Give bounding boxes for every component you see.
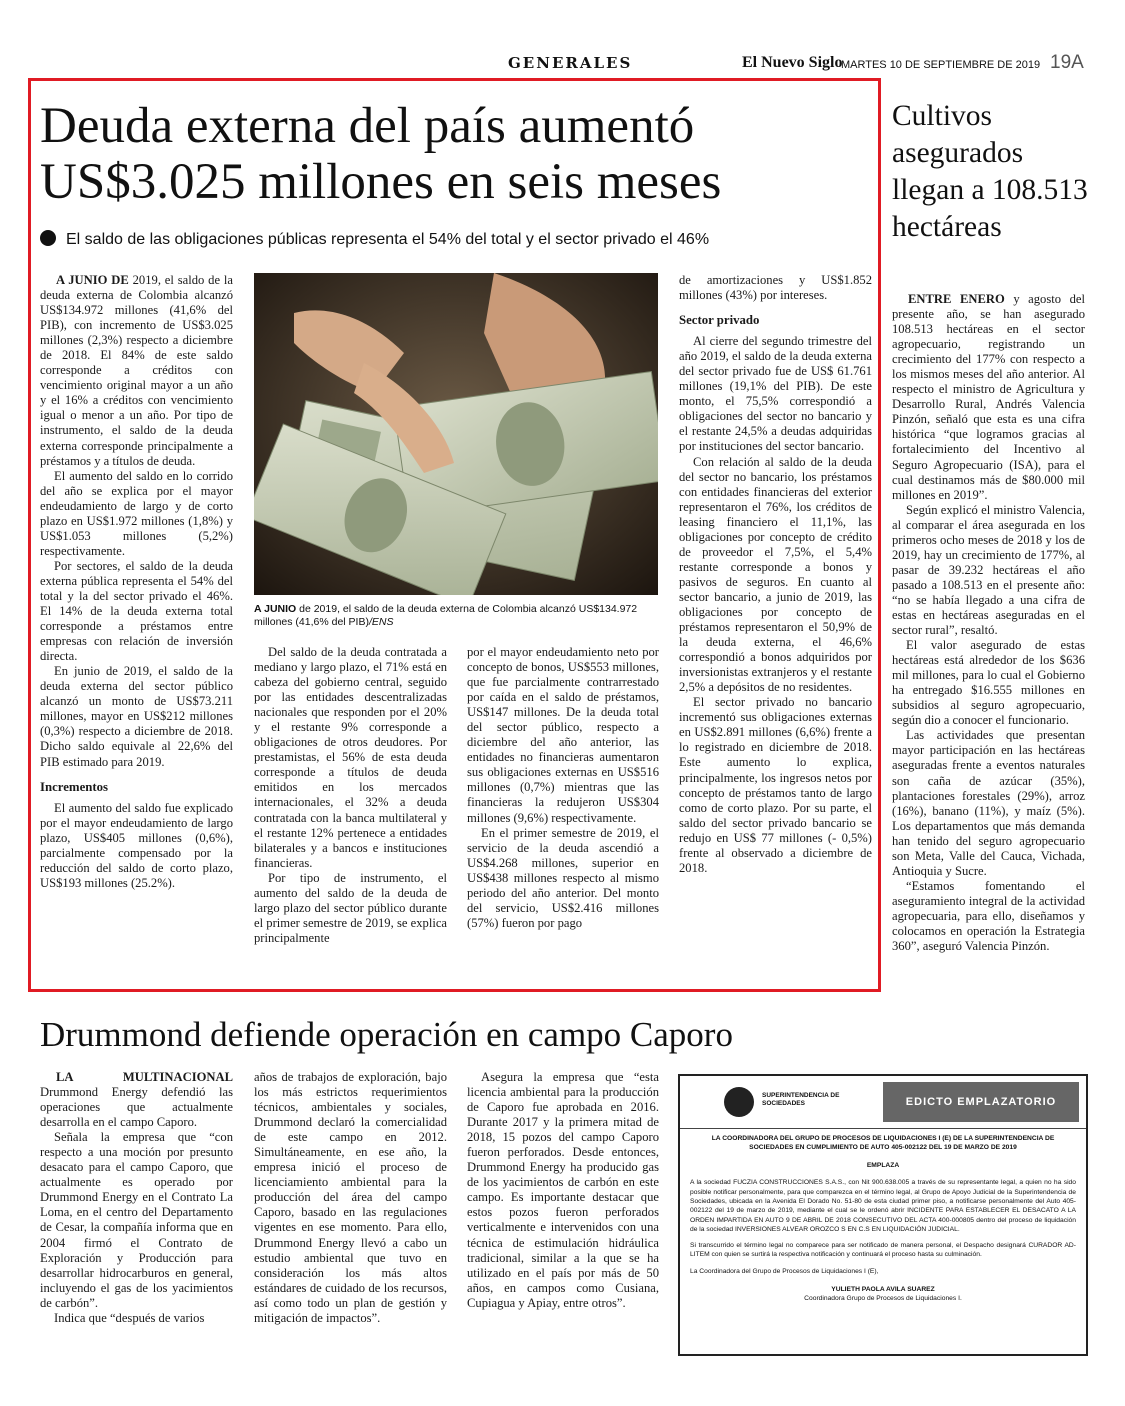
- caption-text: de 2019, el saldo de la deuda externa de Colombia alcanzó US$134.972 millones (41,6% del PIB): [254, 603, 638, 628]
- notice-paragraph: A la sociedad FUCZIA CONSTRUCCIONES S.A.S., con Nit 900.638.005 a través de su representante legal, a quien no ha sido posible notificar personalmente, para que comparezca en el término legal, al Grupo de Apoyo Judicial de la Superintendencia de Sociedades, ubicada en la Avenida El Dorado No. 51-80 de esta ciudad primer piso, a notificarse personalmente del Auto 405-002122 del 19 de marzo de 2019, mediante el cual se le ordenó abrir INCIDENTE PARA ESTABLECER EL DESACATO A LA ORDEN IMPARTIDA EN AUTO 9 DE ABRIL DE 2018 CONSECUTIVO DEL ACTA 400-000805 dentro del proceso de liquidación de la sociedad INVERSIONES ALVEAR OROZCO S EN C.S EN LIQUIDACIÓN JUDICIAL.: [690, 1179, 1076, 1234]
- paragraph: [40, 1070, 233, 1130]
- section-title: GENERALES: [508, 54, 633, 72]
- lead-in: A JUNIO DE: [56, 273, 129, 287]
- paragraph: por el mayor endeudamiento neto por concepto de bonos, US$553 millones, que fue parcialmente contrarrestado por caída en el saldo de préstamos, US$147 millones. De la deuda total del sector público, respecto a diciembre del año anterior, las entidades no financieras aumentaron sus obligaciones externas en US$516 millones (0,7%) mientras que las financieras la redujeron US$304 millones (9,6%) respectivamente.: [467, 645, 659, 825]
- paragraph: [892, 292, 1085, 503]
- paragraph: El valor asegurado de estas hectáreas está alrededor de los $636 mil millones, para lo cual el Gobierno ha entregado $16.555 millones en subsidios al seguro agropecuario, según dio a conocer el funcionario.: [892, 638, 1085, 728]
- hands-counting-dollars-image: [254, 273, 658, 595]
- paragraph: Con relación al saldo de la deuda del sector no bancario, los préstamos con entidades financieras del exterior representaron el 76%, los créditos de leasing financiero el 11,1%, las obligaciones por concepto de crédito de proveedor el 7,5%, el 5,4% restante corresponde a bonos y pasivos de seguros. En cuanto al sector bancario, a junio de 2019, las obligaciones por concepto de préstamos representaron el 50,9% de la deuda externa, el 46,6% correspondió a bonos adquiridos por inversionistas extranjeros y el restante 2,5% a depósitos de no residentes.: [679, 454, 872, 695]
- subheading: Sector privado: [679, 313, 760, 328]
- legal-notice-box: [678, 1074, 1088, 1356]
- photo-caption: [254, 603, 658, 629]
- paragraph: Según explicó el ministro Valencia, al comparar el área asegurada en los primeros ocho meses de 2018 y los de 2019, hay un crecimiento de 177%, al pasar de 39.232 hectáreas el año pasado a 108.513 en el presente año: “no se había llegado a una cifra de estas en hectáreas aseguradas en el sector rural”, resaltó.: [892, 502, 1085, 638]
- paragraph: Por tipo de instrumento, el aumento del saldo de la deuda de largo plazo del sector público durante el primer semestre de 2019, se explica principalmente: [254, 870, 447, 945]
- paragraph: El aumento del saldo fue explicado por el mayor endeudamiento de largo plazo, US$405 millones (0,6%), parcialmente compensado por la reducción del saldo de corto plazo, US$193 millones (25.2%).: [40, 800, 233, 890]
- paragraph: Indica que “después de varios: [54, 1310, 205, 1325]
- paragraph: [40, 273, 233, 469]
- paragraph: El aumento del saldo en lo corrido del año se explica por el mayor endeudamiento de largo y de corto plazo en US$1.972 millones (1,8%) y US$1.053 millones (5,2%) respectivamente.: [40, 468, 233, 558]
- main-column-3: [467, 645, 659, 931]
- subheading: Incrementos: [40, 779, 109, 794]
- paragraph: En junio de 2019, el saldo de la deuda externa del sector público alcanzó un monto de US$73.211 millones, mayor en US$212 millones (0,3%) respecto a diciembre de 2018. Dicho saldo equivale al 22,6% del PIB estimado para 2019.: [40, 664, 233, 769]
- paragraph: Al cierre del segundo trimestre del año 2019, el saldo de la deuda externa del sector privado fue de US$ 61.761 millones (19,1% del PIB). De este monto, el 75,5% correspondió a obligaciones del sector no bancario y el restante 24,5% a deudas adquiridas por instituciones del sector bancario.: [679, 334, 872, 454]
- paragraph: Las actividades que presentan mayor participación en las hectáreas aseguradas frente a eventos naturales son caña de azúcar (35%), plantaciones forestales (29%), arroz (16%), banano (11%), y maíz (5%). Los departamentos que más demanda han tenido del seguro agropecuario son Meta, Valle del Cauca, Vichada, Antioquia y Sucre.: [892, 728, 1085, 878]
- main-deck: [40, 230, 870, 249]
- logo-text: SUPERINTENDENCIA DE SOCIEDADES: [762, 1092, 840, 1107]
- notice-banner: EDICTO EMPLAZATORIO: [883, 1082, 1079, 1122]
- paragraph: años de trabajos de exploración, bajo los más estrictos requerimientos técnicos, ambientales y sociales, Drummond declaró la comercialidad de este campo en 2012. Simultáneamente, en ese año, la empresa inició el proceso de licenciamiento ambiental para la producción del área del campo Caporo, basado en las regulaciones vigentes en ese momento. Para ello, Drummond Energy llevó a cabo un estudio ambiental que tuvo en consideración los más altos estándares de cuidado de los recursos, así como todo un plan de gestión y mitigación de impactos”.: [254, 1070, 447, 1325]
- paragraph: En el primer semestre de 2019, el servicio de la deuda ascendió a US$4.268 millones, superior en US$438 millones respecto al mismo periodo del año anterior. Del monto del servicio, US$2.416 millones (57%) fueron por pago: [467, 825, 659, 930]
- side-column: [892, 292, 1085, 954]
- notice-paragraph: La Coordinadora del Grupo de Procesos de Liquidaciones I (E),: [690, 1268, 879, 1276]
- caption-lead: A JUNIO: [254, 603, 297, 615]
- bottom-headline: Drummond defiende operación en campo Caporo: [40, 1015, 733, 1054]
- paragraph: Del saldo de la deuda contratada a mediano y largo plazo, el 71% está en cabeza del gobierno central, seguido por las entidades descentralizadas nacionales que responden por el 20% y el restante 9% corresponde a obligaciones de otros deudores. Por prestamistas, el 56% de esta deuda corresponde a títulos de deuda emitidos en los mercados internacionales, el 32% a deuda contratada con la banca multilateral y el restante 12% pertenece a entidades bilaterales y a bancos e instituciones financieras.: [254, 645, 447, 870]
- supersociedades-logo-icon: [724, 1087, 754, 1117]
- deck-text: El saldo de las obligaciones públicas representa el 54% del total y el sector privado el 46%: [66, 231, 710, 248]
- paragraph-text: y agosto del presente año, se han asegurado 108.513 hectáreas en el sector agropecuario, registrando un crecimiento del 177% con respecto a los mismos meses del año anterior. Al respecto el ministro de Agricultura y Desarrollo Rural, Andrés Valencia Pinzón, señaló que esta es una cifra histórica “que logramos gracias al fortalecimiento del Incentivo al Seguro Agropecuario (ISA), para el cual destinamos más de $80.000 mil millones en 2019”.: [892, 292, 1086, 502]
- paragraph: Asegura la empresa que “esta licencia ambiental para la producción de Caporo fue aprobada en 2016. Durante 2017 y la primera mitad de 2018, 15 pozos del campo Caporo fueron perforados. Desde entonces, Drummond Energy ha producido gas de los yacimientos de carbón en este campo. Es importante destacar que estos pozos fueron perforados verticalmente e intervenidos con una técnica de estimulación hidráulica tradicional, similar a la que se ha utilizado en el país por más de 50 años, en campos como Cusiana, Cupiagua y Apiay, entre otros”.: [467, 1070, 659, 1310]
- main-column-2: [254, 645, 447, 946]
- paragraph: de amortizaciones y US$1.852 millones (43%) por intereses.: [679, 273, 872, 303]
- page-number: 19A: [1050, 52, 1084, 73]
- paragraph-text: Drummond Energy defendió las operaciones que actualmente desarrolla en el campo Caporo.: [40, 1085, 233, 1130]
- lead-in: ENTRE ENERO: [908, 292, 1005, 306]
- paragraph: El sector privado no bancario incrementó sus obligaciones externas en US$2.891 millones (6,6%) frente a lo registrado en diciembre de 2018. Este aumento lo explica, principalmente, los ingresos netos por concepto de préstamos tanto de largo como de corto plazo. Por su parte, el saldo del sector privado bancario se redujo en US$ 77 millones (- 0,5%) frente al observado a diciembre de 2018.: [679, 695, 872, 875]
- main-column-1: [40, 273, 233, 891]
- bullet-icon: [40, 230, 56, 246]
- paragraph-text: 2019, el saldo de la deuda externa de Colombia alcanzó US$134.972 millones (41,6% del PIB), con incremento de US$3.025 millones (2,3%) respecto a diciembre de 2018. El 84% de este saldo corresponde a créditos con vencimiento original mayor a un año y el 16% a créditos con vencimiento igual o menor a un año. Por tipo de instrumento, el saldo de la deuda externa corresponde principalmente a préstamos y a títulos de deuda.: [40, 273, 233, 468]
- notice-header: [680, 1076, 1086, 1129]
- bottom-column-1: [40, 1070, 233, 1326]
- photo-credit: /ENS: [368, 616, 394, 628]
- notice-paragraph: Si transcurrido el término legal no comparece para ser notificado de manera personal, el Despacho designará CURADOR AD-LITEM con quien se surtirá la respectiva notificación y continuará el proceso hasta su culminación.: [690, 1241, 1076, 1259]
- main-column-4: [679, 273, 872, 876]
- signer-role: Coordinadora Grupo de Procesos de Liquidaciones I.: [804, 1295, 962, 1303]
- bottom-column-2: [254, 1070, 447, 1326]
- notice-title: LA COORDINADORA DEL GRUPO DE PROCESOS DE LIQUIDACIONES I (E) DE LA SUPERINTENDENCIA DE SOCIEDADES EN CUMPLIMIENTO DE AUTO 405-002122 DEL 19 DE MARZO DE 2019: [711, 1135, 1055, 1152]
- notice-body: [690, 1134, 1076, 1304]
- main-headline: Deuda externa del país aumentó US$3.025 millones en seis meses: [40, 98, 722, 210]
- lead-in: LA MULTINACIONAL: [56, 1070, 233, 1084]
- signer-name: YULIETH PAOLA AVILA SUAREZ: [831, 1285, 935, 1293]
- side-headline: Cultivos asegurados llegan a 108.513 hectáreas: [892, 100, 1088, 243]
- paragraph: “Estamos fomentando el aseguramiento integral de la actividad agropecuaria, para ello, diseñamos y colocamos en operación la Estrategia 360”, aseguró Valencia Pinzón.: [892, 878, 1085, 954]
- money-photo: [254, 273, 658, 595]
- newspaper-name: El Nuevo Siglo: [742, 54, 843, 71]
- bottom-column-3: [467, 1070, 659, 1311]
- paragraph: Señala la empresa que “con respecto a una moción por presunto desacato para el campo Caporo, que actualmente es operado por Drummond Energy en el Contrato La Loma, en el centro del Departamento de Cesar, la compañía informa que en 2004 firmó el Contrato de Exploración y Producción para desarrollar hidrocarburos en general, incluyendo el gas de los yacimientos de carbón”.: [40, 1130, 233, 1310]
- issue-date: MARTES 10 DE SEPTIEMBRE DE 2019: [841, 59, 1041, 71]
- notice-emplaza: EMPLAZA: [866, 1161, 900, 1169]
- paragraph: Por sectores, el saldo de la deuda externa pública representa el 54% del total y la del sector privado el 46%. El 14% de la deuda externa total corresponde a préstamos entre empresas con relación de inversión directa.: [40, 558, 233, 664]
